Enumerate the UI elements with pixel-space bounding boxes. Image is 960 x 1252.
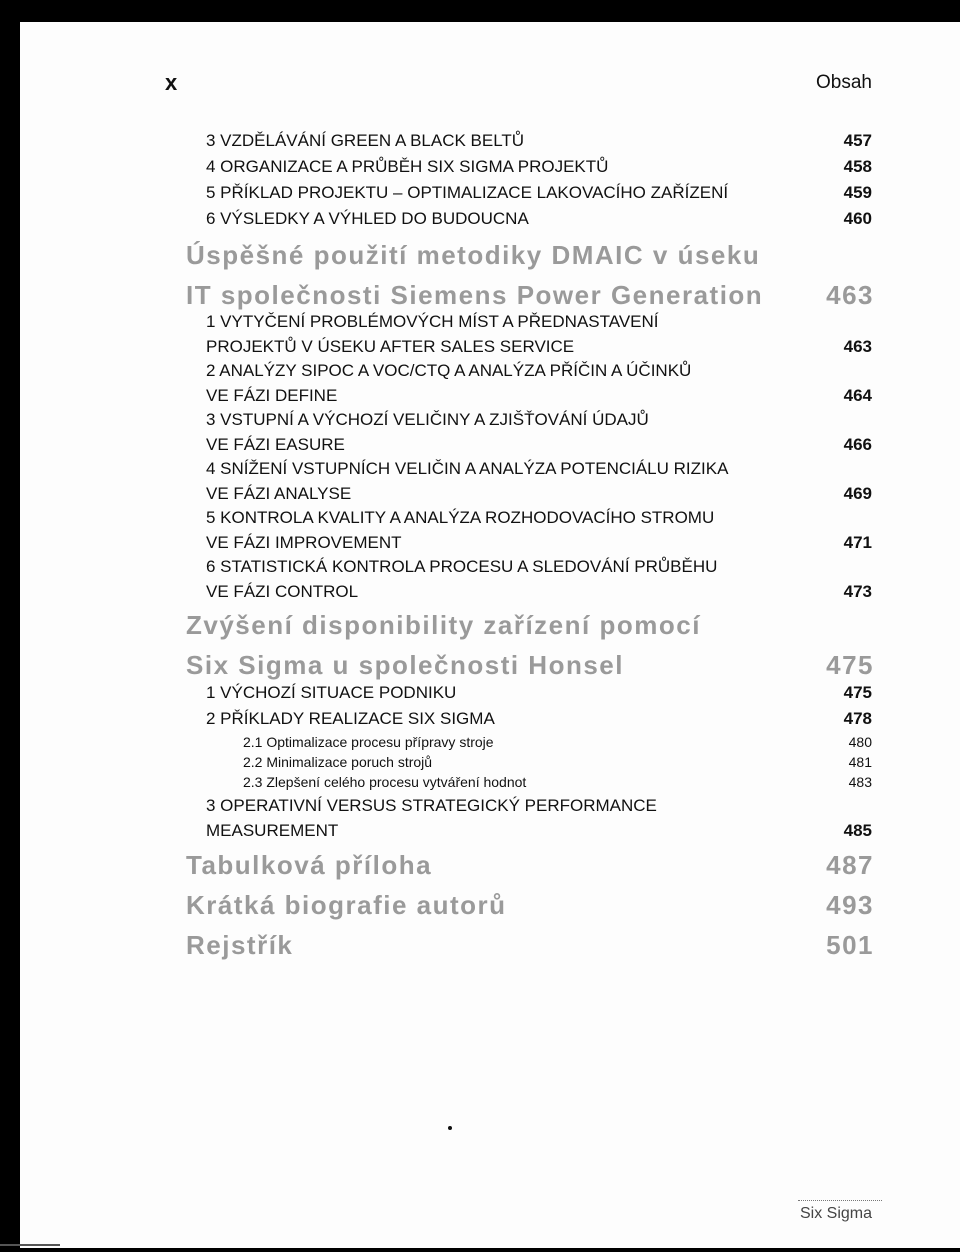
- toc-page-number: 485: [843, 821, 872, 840]
- toc-page-number: 480: [848, 734, 872, 750]
- toc-entry-title: 4 ORGANIZACE A PRŮBĚH SIX SIGMA PROJEKTŮ: [206, 157, 609, 176]
- toc-entry-title: Tabulková příloha: [186, 850, 433, 880]
- toc-entry-title: 1 VYTYČENÍ PROBLÉMOVÝCH MÍST A PŘEDNASTAVENÍ: [206, 312, 659, 331]
- toc-entry-title: VE FÁZI EASURE: [206, 435, 345, 454]
- toc-entry-title: 6 STATISTICKÁ KONTROLA PROCESU A SLEDOVÁNÍ PRŮBĚHU: [206, 557, 718, 576]
- toc-entry-title: Zvýšení disponibility zařízení pomocí: [186, 610, 701, 640]
- toc-page-number: 487: [826, 850, 874, 880]
- toc-entry-title: 3 VZDĚLÁVÁNÍ GREEN A BLACK BELTŮ: [206, 131, 525, 150]
- footer-label: Six Sigma: [800, 1205, 873, 1222]
- toc-entry-title: 2 ANALÝZY SIPOC A VOC/CTQ A ANALÝZA PŘÍČIN A ÚČINKŮ: [206, 361, 692, 380]
- toc-entry-title: Krátká biografie autorů: [186, 890, 507, 920]
- toc-page-number: 464: [843, 386, 872, 405]
- toc-page-number: 458: [843, 157, 872, 176]
- toc-entry-title: VE FÁZI IMPROVEMENT: [206, 533, 402, 552]
- toc-entry-title: 1 VÝCHOZÍ SITUACE PODNIKU: [206, 683, 457, 702]
- toc-page-number: 463: [843, 337, 872, 356]
- page-folio: x: [165, 70, 178, 95]
- toc-entry-title: Six Sigma u společnosti Honsel: [186, 650, 624, 680]
- toc-entry-title: IT společnosti Siemens Power Generation: [186, 280, 764, 310]
- toc-page-number: 473: [843, 582, 872, 601]
- toc-entry-title: 5 KONTROLA KVALITY A ANALÝZA ROZHODOVACÍHO STROMU: [206, 508, 715, 527]
- toc-entry-title: PROJEKTŮ V ÚSEKU AFTER SALES SERVICE: [206, 337, 575, 356]
- toc-entry-title: VE FÁZI CONTROL: [206, 582, 359, 601]
- toc-entry-title: 2 PŘÍKLADY REALIZACE SIX SIGMA: [206, 709, 495, 728]
- toc-entry-title: VE FÁZI ANALYSE: [206, 484, 352, 503]
- toc-entry-title: 3 OPERATIVNÍ VERSUS STRATEGICKÝ PERFORMANCE: [206, 796, 657, 815]
- toc-page-number: 475: [826, 650, 874, 680]
- running-head: Obsah: [816, 72, 872, 93]
- toc-page-number: 478: [843, 709, 872, 728]
- toc-entry-title: 5 PŘÍKLAD PROJEKTU – OPTIMALIZACE LAKOVACÍHO ZAŘÍZENÍ: [206, 183, 729, 202]
- toc-page-number: 460: [843, 209, 872, 228]
- toc-entry-title: 3 VSTUPNÍ A VÝCHOZÍ VELIČINY A ZJIŠŤOVÁNÍ ÚDAJŮ: [206, 410, 649, 429]
- toc-page-number: 459: [843, 183, 872, 202]
- toc-entry-title: 4 SNÍŽENÍ VSTUPNÍCH VELIČIN A ANALÝZA POTENCIÁLU RIZIKA: [206, 459, 729, 478]
- toc-page-number: 471: [843, 533, 872, 552]
- toc-page-number: 463: [826, 280, 874, 310]
- toc-entry-title: Rejstřík: [186, 930, 294, 960]
- toc-entry-title: 6 VÝSLEDKY A VÝHLED DO BUDOUCNA: [206, 209, 529, 228]
- pen-mark: [448, 1126, 452, 1130]
- toc-page-number: 501: [826, 930, 874, 960]
- toc-entry-title: MEASUREMENT: [206, 821, 339, 840]
- toc-page-number: 481: [848, 754, 872, 770]
- footer-rule: [798, 1200, 882, 1201]
- toc-entry-title: 2.2 Minimalizace poruch strojů: [243, 754, 433, 770]
- toc-page-number: 466: [843, 435, 872, 454]
- toc-entry-title: VE FÁZI DEFINE: [206, 386, 338, 405]
- toc-page-number: 493: [826, 890, 874, 920]
- scan-edge-line: [0, 1244, 60, 1246]
- toc-page-number: 483: [848, 774, 872, 790]
- toc-page-number: 469: [843, 484, 872, 503]
- toc-entry-title: 2.1 Optimalizace procesu přípravy stroje: [243, 734, 494, 750]
- toc-page-number: 457: [843, 131, 872, 150]
- toc-entry-title: 2.3 Zlepšení celého procesu vytváření hodnot: [243, 774, 527, 790]
- toc-entry-title: Úspěšné použití metodiky DMAIC v úseku: [186, 240, 761, 270]
- toc-page-number: 475: [843, 683, 872, 702]
